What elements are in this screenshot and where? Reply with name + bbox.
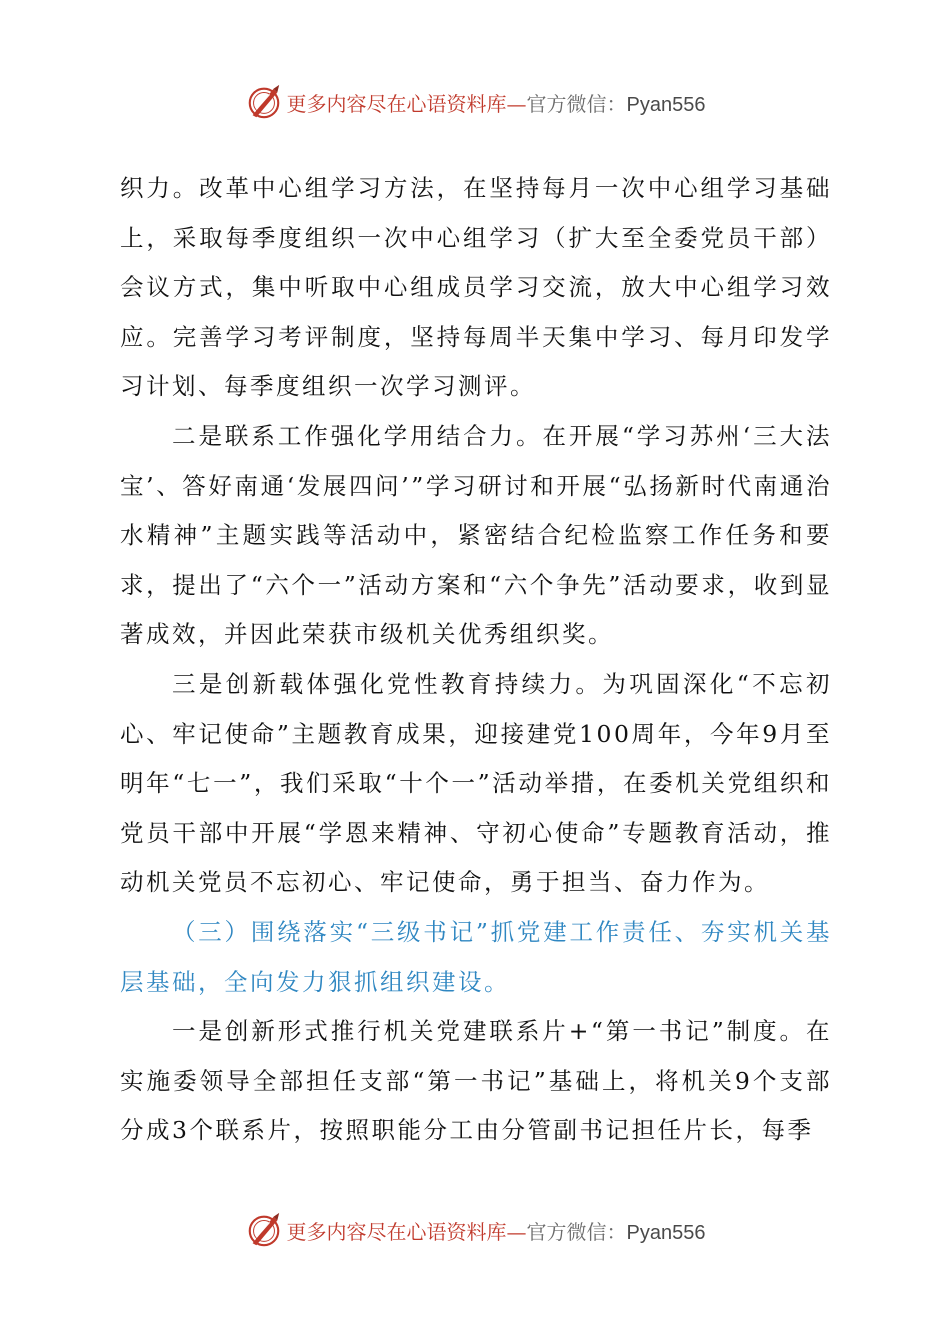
section-heading: （三）围绕落实“三级书记”抓党建工作责任、夯实机关基层基础，全向发力狠抓组织建设。 (120, 917, 832, 996)
header-banner-inner (245, 83, 706, 121)
document-body (120, 164, 832, 1156)
banner-text (287, 88, 706, 117)
pen-nib-seal-icon (245, 1211, 283, 1249)
footer-banner (0, 1208, 950, 1252)
banner-separator: — (506, 1219, 527, 1244)
banner-wechat-label: 官方微信： (526, 1219, 627, 1244)
banner-text (287, 1216, 706, 1245)
header-banner (0, 80, 950, 124)
paragraph-item-two: 二是联系工作强化学用结合力。在开展“学习苏州‘三大法宝’、答好南通‘发展四问’”学习研讨和开展“弘扬新时代南通治水精神”主题实践等活动中，紧密结合纪检监察工作任务和要求，提出了“六个一”活动方案和“六个争先”活动要求，收到显著成效，并因此荣获市级机关优秀组织奖。 (120, 421, 832, 649)
banner-wechat-id: Pyan556 (626, 1221, 706, 1244)
banner-main-text: 更多内容尽在心语资料库 (286, 1219, 507, 1244)
footer-banner-inner (245, 1211, 706, 1249)
banner-wechat-label: 官方微信： (526, 91, 627, 116)
banner-main-text: 更多内容尽在心语资料库 (286, 91, 507, 116)
pen-nib-seal-icon (245, 83, 283, 121)
paragraph-continuation: 织力。改革中心组学习方法，在坚持每月一次中心组学习基础上，采取每季度组织一次中心组学习（扩大至全委党员干部）会议方式，集中听取中心组成员学习交流，放大中心组学习效应。完善学习考评制度，坚持每周半天集中学习、每月印发学习计划、每季度组织一次学习测评。 (120, 174, 832, 401)
banner-separator: — (506, 91, 527, 116)
paragraph-item-one: 一是创新形式推行机关党建联系片+“第一书记”制度。在实施委领导全部担任支部“第一书记”基础上，将机关9个支部分成3个联系片，按照职能分工由分管副书记担任片长，每季 (120, 1017, 832, 1145)
paragraph-item-three: 三是创新载体强化党性教育持续力。为巩固深化“不忘初心、牢记使命”主题教育成果，迎接建党100周年，今年9月至明年“七一”，我们采取“十个一”活动举措，在委机关党组织和党员干部中开展“学恩来精神、守初心使命”专题教育活动，推动机关党员不忘初心、牢记使命，勇于担当、奋力作为。 (120, 669, 832, 897)
banner-wechat-id: Pyan556 (626, 93, 706, 116)
